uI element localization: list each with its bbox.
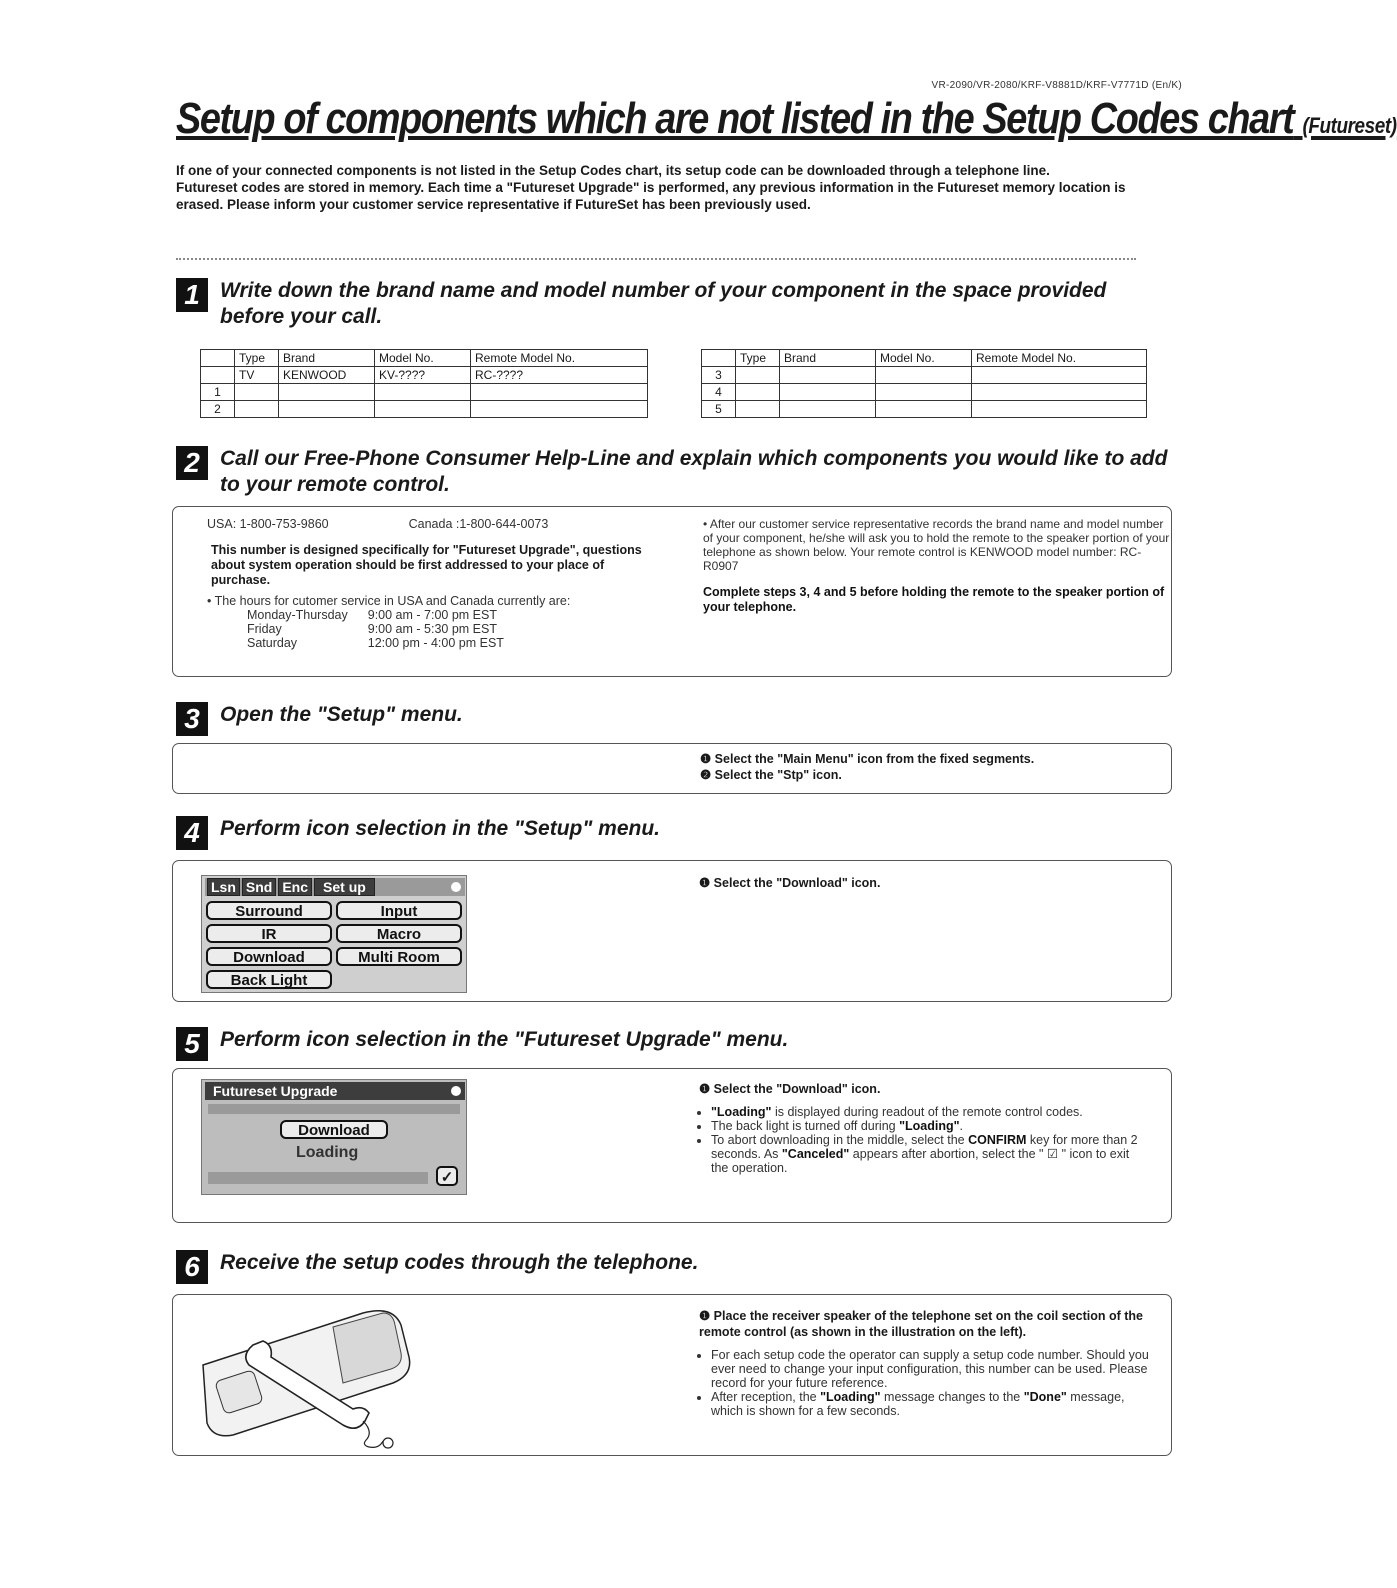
table-cell[interactable]	[780, 367, 876, 384]
remote-and-telephone-illustration	[193, 1305, 433, 1451]
table-cell[interactable]: TV	[235, 367, 279, 384]
table-row	[201, 384, 648, 401]
table-cell[interactable]	[876, 384, 972, 401]
hours-intro: • The hours for cutomer service in USA and Canada currently are:	[207, 594, 571, 608]
step-5-number: 5	[176, 1027, 208, 1061]
display-noise-bar	[208, 1104, 460, 1114]
confirm-key-term: CONFIRM	[968, 1133, 1027, 1147]
table-row	[702, 384, 1147, 401]
intro-paragraph-2: Futureset codes are stored in memory. Each time a "Futureset Upgrade" is performed, any previous information in the Futureset memory location is erased. Please inform your customer service representative if FutureSet has been previously used.	[176, 180, 1126, 212]
hours-row	[247, 622, 524, 636]
indicator-dot-icon	[451, 882, 461, 892]
step-6-heading	[176, 1250, 698, 1284]
step-5-title: Perform icon selection in the "Futureset Upgrade" menu.	[220, 1028, 789, 1051]
table-cell[interactable]	[876, 367, 972, 384]
futureset-upgrade-display	[201, 1079, 467, 1195]
tab-setup[interactable]: Set up	[314, 878, 375, 896]
page-title-main: Setup of components which are not listed in the Setup Codes chart	[176, 94, 1294, 143]
display-noise-bar	[208, 1172, 428, 1184]
hours-time: 9:00 am - 7:00 pm EST	[367, 608, 497, 622]
table-row	[702, 401, 1147, 418]
help-line-note: This number is designed specifically for "Futureset Upgrade", questions about system operation should be first addressed to your place of purchase.	[211, 543, 642, 587]
list-item	[711, 1133, 1149, 1175]
table-header-row	[201, 350, 648, 367]
back-light-button[interactable]: Back Light	[206, 970, 332, 989]
help-line-box	[172, 506, 1172, 677]
list-item: • For each setup code the operator can supply a setup code number. Should you ever need to change your input configuration, this number can be used. Please record for your future reference.	[711, 1348, 1149, 1390]
table-header-cell: Remote Model No.	[471, 350, 648, 367]
page-title	[176, 94, 1397, 144]
table-header-cell: Model No.	[876, 350, 972, 367]
table-cell[interactable]	[235, 384, 279, 401]
step-3-heading	[176, 702, 463, 736]
table-cell[interactable]	[471, 384, 648, 401]
bullet-text: key for more than 2 seconds. As	[711, 1133, 1138, 1161]
step-3-instructions	[700, 751, 1034, 783]
step-2-number: 2	[176, 446, 208, 480]
table-cell[interactable]	[736, 384, 780, 401]
table-header-cell: Type	[736, 350, 780, 367]
components-table-right	[701, 349, 1147, 418]
hours-table	[247, 608, 524, 650]
table-cell[interactable]: KV-????	[375, 367, 471, 384]
step-5-instructions	[699, 1081, 1149, 1175]
help-line-contacts	[207, 517, 647, 650]
hours-row	[247, 608, 524, 622]
table-cell: 1	[201, 384, 235, 401]
step-6-number: 6	[176, 1250, 208, 1284]
canada-phone: Canada :1-800-644-0073	[408, 517, 549, 531]
step-4-instruction-1: ❶ Select the "Download" icon.	[699, 876, 881, 890]
input-button[interactable]: Input	[336, 901, 462, 920]
table-row	[702, 367, 1147, 384]
setup-menu-tabs	[205, 878, 465, 896]
step-4-heading	[176, 816, 660, 850]
macro-button[interactable]: Macro	[336, 924, 462, 943]
tab-snd[interactable]: Snd	[242, 878, 276, 896]
intro-paragraph-1: If one of your connected components is not listed in the Setup Codes chart, its setup code can be downloaded through a telephone line.	[176, 163, 1050, 178]
step-6-box	[172, 1294, 1172, 1456]
hours-time: 9:00 am - 5:30 pm EST	[367, 622, 497, 636]
table-cell: 3	[702, 367, 736, 384]
table-cell: 4	[702, 384, 736, 401]
bullet-text: is displayed during readout of the remote control codes.	[771, 1105, 1083, 1119]
step-6-bullets	[699, 1348, 1149, 1418]
table-cell: 2	[201, 401, 235, 418]
table-cell[interactable]	[736, 367, 780, 384]
list-item	[711, 1119, 1149, 1133]
components-table-left	[200, 349, 648, 418]
download-button[interactable]: Download	[280, 1120, 388, 1139]
table-cell[interactable]	[375, 384, 471, 401]
representative-text: • After our customer service representative records the brand name and model number of your component, he/she will ask you to hold the remote to the speaker portion of your telephone as shown below. Your remote control is KENWOOD model number: RC-R0907	[703, 517, 1170, 573]
step-2-title: Call our Free-Phone Consumer Help-Line and explain which components you would like to add to your remote control.	[220, 447, 1168, 496]
intro-text	[176, 162, 1176, 213]
step-4-number: 4	[176, 816, 208, 850]
table-cell[interactable]	[375, 401, 471, 418]
bullet-text: After reception, the	[711, 1390, 821, 1404]
bullet-text: message, which is shown for a few seconds.	[711, 1390, 1125, 1418]
indicator-dot-icon	[451, 1086, 461, 1096]
table-cell[interactable]	[471, 401, 648, 418]
table-cell[interactable]	[972, 401, 1147, 418]
model-reference: VR-2090/VR-2080/KRF-V8881D/KRF-V7771D (En/K)	[931, 80, 1182, 91]
table-cell[interactable]: RC-????	[471, 367, 648, 384]
table-row	[201, 401, 648, 418]
step-1-title: Write down the brand name and model number of your component in the space provided before your call.	[220, 279, 1107, 328]
table-cell[interactable]	[972, 367, 1147, 384]
table-header-cell: Type	[235, 350, 279, 367]
step-1-number: 1	[176, 278, 208, 312]
futureset-upgrade-header	[205, 1082, 465, 1100]
table-header-cell: Brand	[279, 350, 375, 367]
loading-term: "Loading"	[820, 1390, 881, 1404]
table-cell[interactable]	[876, 401, 972, 418]
loading-term: "Loading"	[711, 1105, 772, 1119]
divider	[176, 258, 1136, 260]
tab-enc[interactable]: Enc	[278, 878, 312, 896]
table-cell[interactable]	[736, 401, 780, 418]
futureset-upgrade-title: Futureset Upgrade	[213, 1083, 338, 1099]
table-cell[interactable]: KENWOOD	[279, 367, 375, 384]
step-3-title: Open the "Setup" menu.	[220, 703, 463, 726]
usa-phone: USA: 1-800-753-9860	[207, 517, 329, 531]
multi-room-button[interactable]: Multi Room	[336, 947, 462, 966]
step-3-instruction-1: ❶ Select the "Main Menu" icon from the fixed segments.	[700, 752, 1035, 766]
hours-day: Monday-Thursday	[247, 608, 348, 622]
loading-term: "Loading"	[899, 1119, 960, 1133]
step-5-box	[172, 1068, 1172, 1223]
step-5-bullets	[699, 1105, 1149, 1175]
table-cell[interactable]	[780, 384, 876, 401]
step-3-instruction-2: ❷ Select the "Stp" icon.	[700, 768, 842, 782]
table-cell[interactable]	[972, 384, 1147, 401]
hours-row	[247, 636, 524, 650]
bullet-text: .	[959, 1119, 964, 1133]
step-6-title: Receive the setup codes through the telephone.	[220, 1251, 699, 1274]
tab-lsn[interactable]: Lsn	[207, 878, 240, 896]
step-4-title: Perform icon selection in the "Setup" menu.	[220, 817, 660, 840]
ir-button[interactable]: IR	[206, 924, 332, 943]
step-3-number: 3	[176, 702, 208, 736]
table-header-cell	[201, 350, 235, 367]
hours-day: Saturday	[247, 636, 298, 650]
bullet-text: appears after abortion, select the " ☑ " icon to exit the operation.	[711, 1147, 1130, 1175]
surround-button[interactable]: Surround	[206, 901, 332, 920]
confirm-check-icon[interactable]: ✓	[436, 1166, 458, 1186]
done-term: "Done"	[1023, 1390, 1067, 1404]
bullet-text: The back light is turned off during	[711, 1119, 900, 1133]
page-title-suffix: (Futureset)	[1302, 113, 1397, 138]
table-cell[interactable]	[780, 401, 876, 418]
complete-steps-note: Complete steps 3, 4 and 5 before holding the remote to the speaker portion of your telephone.	[703, 585, 1165, 614]
step-6-instructions	[699, 1308, 1149, 1418]
hours-day: Friday	[247, 622, 282, 636]
phone-numbers	[207, 517, 647, 531]
step-1-heading	[176, 278, 1170, 330]
table-cell[interactable]	[201, 367, 235, 384]
list-item	[711, 1105, 1149, 1119]
table-cell[interactable]	[279, 384, 375, 401]
bullet-text: To abort downloading in the middle, select the	[711, 1133, 969, 1147]
table-cell: 5	[702, 401, 736, 418]
list-item	[711, 1390, 1149, 1418]
table-header-cell: Remote Model No.	[972, 350, 1147, 367]
step-4-box	[172, 860, 1172, 1002]
table-cell[interactable]	[235, 401, 279, 418]
representative-info	[703, 517, 1173, 615]
step-2-heading	[176, 446, 1170, 498]
remote-control-icon	[203, 1311, 410, 1436]
table-cell[interactable]	[279, 401, 375, 418]
bullet-text: message changes to the	[880, 1390, 1024, 1404]
setup-menu-display	[201, 875, 467, 993]
canceled-term: "Canceled"	[781, 1147, 850, 1161]
table-header-row	[702, 350, 1147, 367]
table-row	[201, 367, 648, 384]
download-button[interactable]: Download	[206, 947, 332, 966]
hours-time: 12:00 pm - 4:00 pm EST	[367, 636, 504, 650]
table-header-cell: Brand	[780, 350, 876, 367]
step-5-heading	[176, 1027, 788, 1061]
step-5-instruction-1: ❶ Select the "Download" icon.	[699, 1082, 881, 1096]
table-header-cell: Model No.	[375, 350, 471, 367]
step-6-instruction-1: ❶ Place the receiver speaker of the telephone set on the coil section of the remote control (as shown in the illustration on the left).	[699, 1309, 1143, 1339]
table-header-cell	[702, 350, 736, 367]
loading-status: Loading	[296, 1144, 359, 1161]
step-3-box	[172, 743, 1172, 794]
